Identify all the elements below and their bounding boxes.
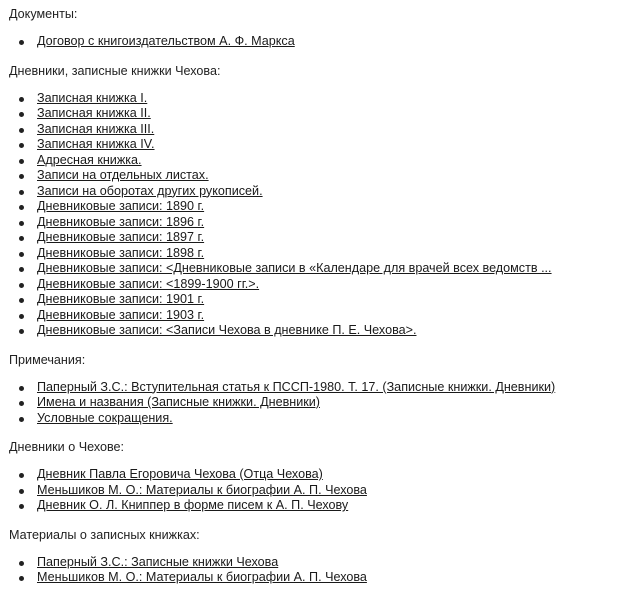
section-title: Примечания: [9, 352, 86, 367]
list-item [37, 380, 640, 396]
section-documents [9, 7, 640, 50]
list-item [37, 122, 640, 138]
list-item [37, 555, 640, 571]
notes-link[interactable]: Условные сокращения. [37, 410, 173, 425]
link-list [9, 34, 640, 50]
diary-link[interactable]: Дневниковые записи: 1890 г. [37, 199, 205, 213]
list-item [37, 153, 640, 169]
list-item [37, 261, 640, 277]
diary-link[interactable]: Дневниковые записи: <Дневниковые записи в «Календаре для врачей всех ведомств ... [37, 261, 552, 275]
link-list [9, 380, 640, 427]
list-item [37, 199, 640, 215]
memoir-link[interactable]: Дневник Павла Егоровича Чехова (Отца Чехова) [37, 467, 323, 481]
list-item [37, 246, 640, 262]
notebook-link[interactable]: Записная книжка II. [37, 106, 151, 120]
diary-link[interactable]: Дневниковые записи: 1903 г. [37, 307, 205, 322]
notes-link[interactable]: Имена и названия (Записные книжки. Дневники) [37, 395, 320, 409]
notebook-link[interactable]: Записная книжка I. [37, 90, 148, 105]
notebook-link[interactable]: Записи на отдельных листах. [37, 168, 209, 182]
link-list [9, 555, 640, 586]
diary-link[interactable]: Дневниковые записи: <1899-1900 гг.>. [37, 276, 260, 291]
list-item [37, 498, 640, 514]
diary-link[interactable]: Дневниковые записи: 1897 г. [37, 230, 205, 244]
material-link[interactable]: Меньшиков М. О.: Материалы к биографии А. П. Чехова [37, 570, 367, 584]
section-diaries-notebooks [9, 64, 640, 339]
list-item [37, 106, 640, 122]
list-item [37, 323, 640, 339]
memoir-link[interactable]: Меньшиков М. О.: Материалы к биографии А. П. Чехова [37, 482, 367, 497]
diary-link[interactable]: Дневниковые записи: 1901 г. [37, 292, 205, 306]
list-item [37, 168, 640, 184]
list-item [37, 91, 640, 107]
section-notes [9, 353, 640, 427]
document-link[interactable]: Договор с книгоиздательством А. Ф. Маркса [37, 34, 295, 48]
link-list [9, 91, 640, 339]
list-item [37, 467, 640, 483]
list-item [37, 411, 640, 427]
list-item [37, 215, 640, 231]
notebook-link[interactable]: Записная книжка III. [37, 121, 155, 136]
section-title: Дневники, записные книжки Чехова: [9, 63, 221, 78]
list-item [37, 137, 640, 153]
list-item [37, 395, 640, 411]
material-link[interactable]: Паперный З.С.: Записные книжки Чехова [37, 554, 279, 569]
list-item [37, 34, 640, 50]
diary-link[interactable]: Дневниковые записи: 1896 г. [37, 214, 205, 229]
list-item [37, 277, 640, 293]
list-item [37, 483, 640, 499]
notes-link[interactable]: Паперный З.С.: Вступительная статья к ПССП-1980. Т. 17. (Записные книжки. Дневники) [37, 379, 556, 394]
list-item [37, 292, 640, 308]
notebook-link[interactable]: Записная книжка IV. [37, 137, 155, 151]
section-title: Документы: [9, 7, 78, 21]
list-item [37, 230, 640, 246]
list-item [37, 184, 640, 200]
section-title: Материалы о записных книжках: [9, 527, 200, 542]
section-notebook-materials [9, 528, 640, 586]
diary-link[interactable]: Дневниковые записи: <Записи Чехова в дневнике П. Е. Чехова>. [37, 323, 417, 337]
notebook-link[interactable]: Адресная книжка. [37, 152, 142, 167]
list-item [37, 308, 640, 324]
memoir-link[interactable]: Дневник О. Л. Книппер в форме писем к А. П. Чехову [37, 498, 349, 512]
diary-link[interactable]: Дневниковые записи: 1898 г. [37, 245, 205, 260]
notebook-link[interactable]: Записи на оборотах других рукописей. [37, 183, 263, 198]
list-item [37, 570, 640, 586]
section-title: Дневники о Чехове: [9, 440, 125, 454]
link-list [9, 467, 640, 514]
section-diaries-about-chekhov [9, 440, 640, 514]
